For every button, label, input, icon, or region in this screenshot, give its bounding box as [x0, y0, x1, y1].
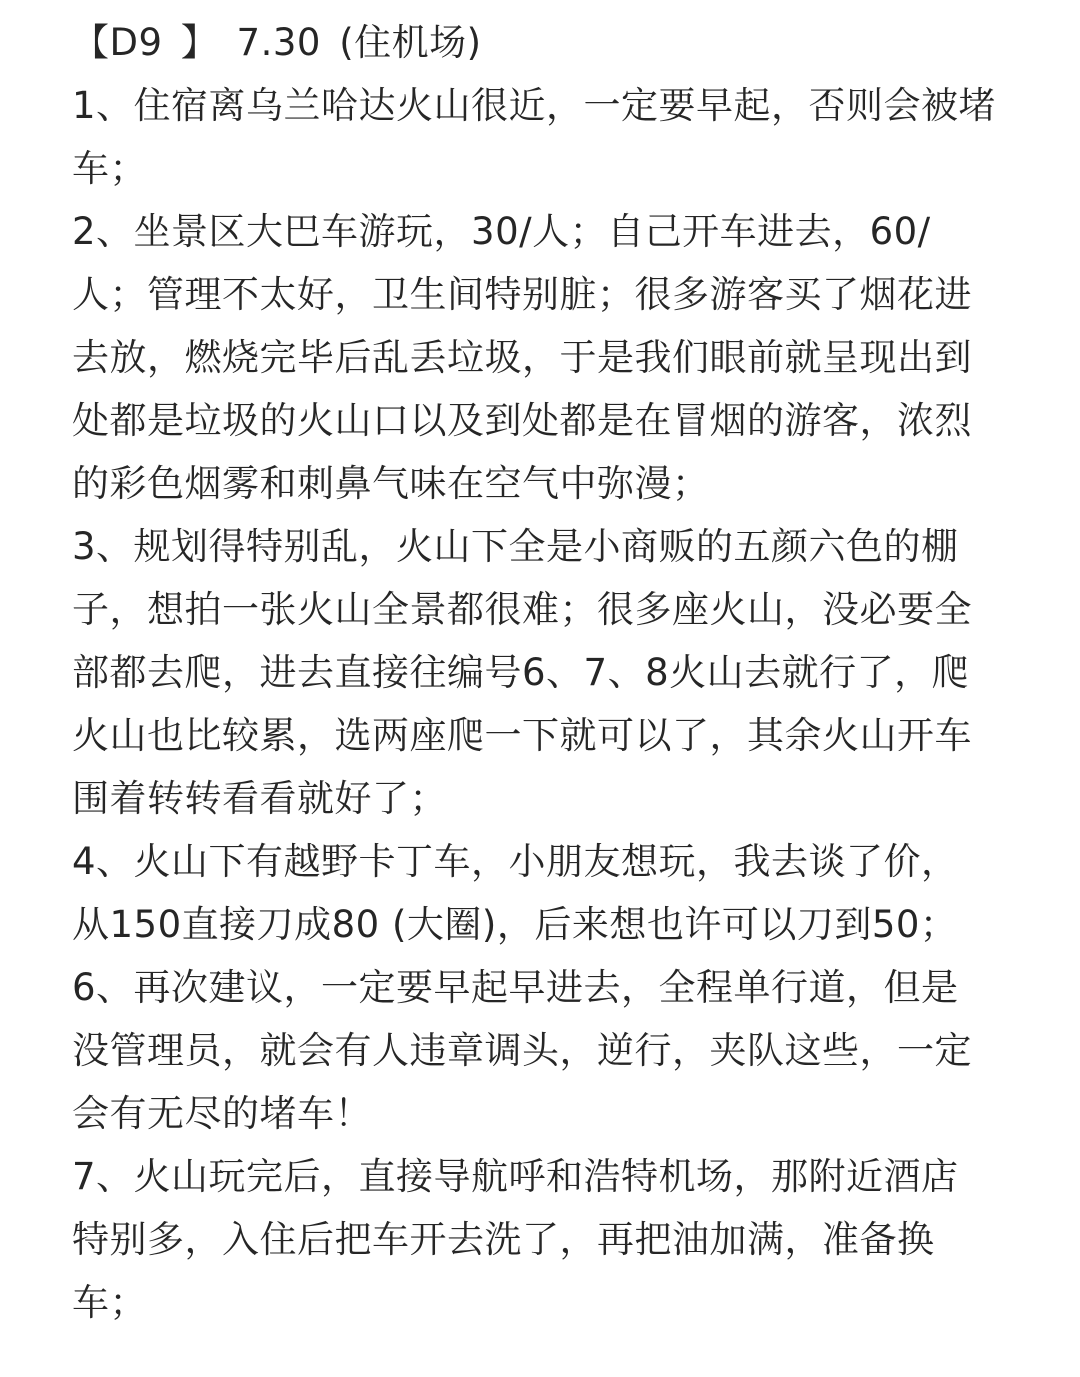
text-line: 火山也比较累，选两座爬一下就可以了，其余火山开车: [72, 714, 972, 757]
text-line: 2、坐景区大巴车游玩，30/人；自己开车进去，60/: [72, 210, 931, 253]
travel-notes-document: [72, 11, 1012, 1334]
text-line: 会有无尽的堵车！: [72, 1092, 372, 1135]
text-line: 车；: [72, 1281, 147, 1324]
text-line: 人；管理不太好，卫生间特别脏；很多游客买了烟花进: [72, 273, 972, 316]
text-line: 6、再次建议，一定要早起早进去，全程单行道，但是: [72, 966, 959, 1009]
text-line: 的彩色烟雾和刺鼻气味在空气中弥漫；: [72, 462, 710, 505]
text-line: 围着转转看看就好了；: [72, 777, 447, 820]
text-line: 特别多，入住后把车开去洗了，再把油加满，准备换: [72, 1218, 935, 1261]
text-line: 车；: [72, 147, 147, 190]
text-line: 没管理员，就会有人违章调头，逆行，夹队这些，一定: [72, 1029, 972, 1072]
text-line: 处都是垃圾的火山口以及到处都是在冒烟的游客，浓烈: [72, 399, 972, 442]
text-line: 4、火山下有越野卡丁车，小朋友想玩，我去谈了价，: [72, 840, 959, 883]
text-line: 子，想拍一张火山全景都很难；很多座火山，没必要全: [72, 588, 972, 631]
text-line: 从150直接刀成80 (大圈)，后来想也许可以刀到50；: [72, 903, 958, 946]
day-heading: 【D9 】 7.30 (住机场): [72, 21, 482, 64]
text-line: 1、住宿离乌兰哈达火山很近，一定要早起，否则会被堵: [72, 84, 997, 127]
text-line: 去放，燃烧完毕后乱丢垃圾，于是我们眼前就呈现出到: [72, 336, 972, 379]
text-line: 部都去爬，进去直接往编号6、7、8火山去就行了，爬: [72, 651, 970, 694]
text-line: 7、火山玩完后，直接导航呼和浩特机场，那附近酒店: [72, 1155, 959, 1198]
text-line: 3、规划得特别乱，火山下全是小商贩的五颜六色的棚: [72, 525, 959, 568]
